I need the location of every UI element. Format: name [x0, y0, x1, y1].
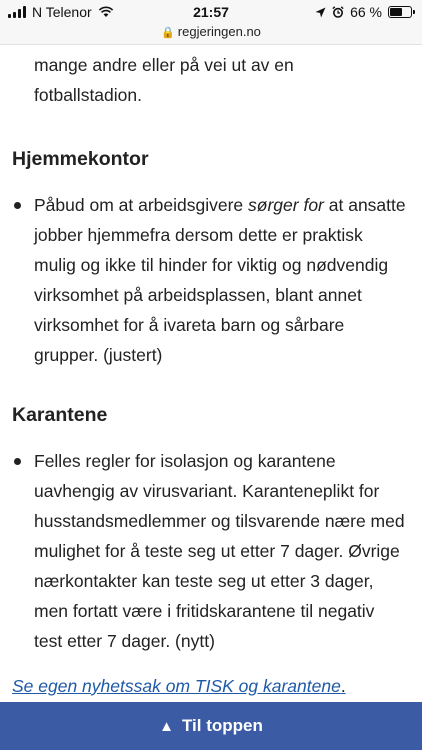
section-heading-karantene: Karantene [12, 404, 108, 426]
lock-icon: 🔒 [161, 27, 175, 39]
link-suffix: . [340, 676, 346, 696]
carrier-name: N Telenor [32, 4, 92, 20]
to-top-label: Til toppen [181, 716, 263, 735]
clock: 21:57 [193, 4, 229, 20]
tisk-news-link[interactable]: Se egen nyhetssak om TISK og karantene [12, 676, 341, 696]
intro-line: mange andre eller på vei ut av en [34, 55, 294, 75]
news-link-row [12, 676, 346, 697]
chevron-up-icon: ▲ [159, 717, 174, 735]
item-emphasis: sørger for [248, 195, 324, 215]
status-bar [0, 0, 422, 45]
intro-text [34, 50, 394, 110]
url-text: regjeringen.no [177, 24, 261, 39]
intro-line: fotballstadion. [34, 85, 142, 105]
to-top-button[interactable] [0, 702, 422, 750]
location-arrow-icon [315, 7, 326, 18]
battery-icon [388, 6, 412, 18]
list-item [34, 190, 406, 370]
alarm-icon [332, 6, 344, 18]
status-right [315, 4, 412, 20]
item-text: Påbud om at arbeidsgivere [34, 195, 249, 215]
list-item: Felles regler for isolasjon og karantene uavhengig av virusvariant. Karanteneplikt for husstandsmedlemmer og tilsvarende nære med mulighet for å teste seg ut etter 7 dager. Øvrige nærkontakter kan teste seg ut etter 3 dager, men fortatt være i fritidskarantene til negativ test etter 7 dager. (nytt) [34, 446, 406, 656]
item-text: at ansatte jobber hjemmefra dersom dette er praktisk mulig og ikke til hinder for viktig og nødvendig virksomhet på arbeidsplassen, blant annet virksomhet for å ivareta barn og sårbare grupper. (justert) [34, 195, 406, 365]
section-heading-hjemmekontor: Hjemmekontor [12, 148, 149, 170]
url-bar[interactable] [0, 24, 422, 39]
battery-percent: 66 % [350, 4, 382, 20]
